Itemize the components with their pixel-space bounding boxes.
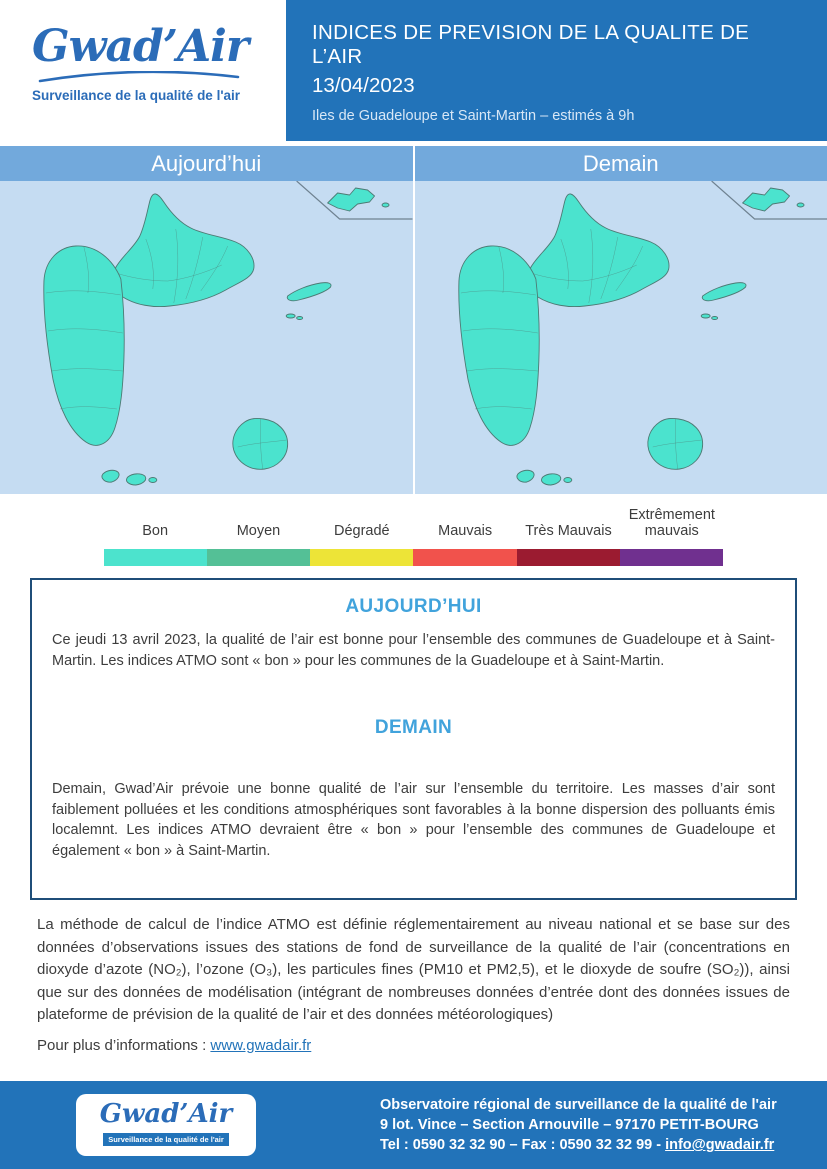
gwadair-logo-text: Gwad’Air — [32, 21, 249, 72]
more-info-line — [37, 1037, 790, 1054]
today-heading: AUJOURD’HUI — [345, 596, 482, 617]
footer-logo-text: Gwad’Air — [99, 1099, 233, 1130]
map-panel-tomorrow — [415, 181, 827, 494]
gwadair-website-link[interactable]: www.gwadair.fr — [210, 1036, 312, 1054]
map-label-today: Aujourd’hui — [0, 146, 415, 181]
guadeloupe-map — [415, 181, 827, 494]
footer-tel-line — [380, 1135, 777, 1155]
footer-contact-block — [380, 1095, 777, 1156]
page-footer — [0, 1081, 827, 1169]
more-info-label: Pour plus d’informations : — [37, 1036, 211, 1054]
legend-item-mauvais — [413, 504, 516, 566]
forecast-maps — [0, 181, 827, 494]
footer-logo-tagline: Surveillance de la qualité de l'air — [103, 1133, 229, 1146]
gwadair-logo — [0, 0, 286, 141]
bulletin-title: INDICES DE PREVISION DE LA QUALITE DE L’AIR — [312, 21, 750, 68]
logo-tagline: Surveillance de la qualité de l'air — [32, 88, 241, 103]
tomorrow-heading: DEMAIN — [374, 717, 453, 739]
forecast-bulletin-box — [30, 578, 797, 900]
map-label-tomorrow: Demain — [582, 150, 659, 176]
today-forecast-text: Ce jeudi 13 avril 2023, la qualité de l’air est bonne pour l’ensemble des communes de Guadeloupe et à Saint-Martin. Les indices ATMO sont « bon » pour les communes de la Guadeloupe et à Saint-Martin. — [52, 632, 775, 669]
legend-item-tres-mauvais — [517, 504, 620, 566]
footer-gwadair-logo — [76, 1094, 256, 1155]
page-header — [0, 0, 827, 141]
map-header-band — [0, 146, 827, 181]
legend-label: Mauvais — [438, 523, 493, 540]
legend-item-moyen — [207, 504, 310, 566]
atmo-method-text: La méthode de calcul de l’indice ATMO est définie réglementairement au niveau national et se base sur des données d’observations issues des stations de fond de surveillance de la qualité de l’air (concentrations en dioxyde d’azote (NO₂), l’ozone (O₃), les particules fines (PM10 et PM2,5), et le dioxyde de soufre (SO₂)), ainsi que sur des données de modélisation (intégrant de nombreuses données d’entrée dont des données issues de plateforme de prévision de la qualité de l’air et des données météorologiques) — [37, 916, 790, 1023]
legend-item-degrade — [310, 504, 413, 566]
legend-item-extremement-mauvais — [620, 504, 723, 566]
footer-tel-fax: Tel : 0590 32 32 90 – Fax : 0590 32 32 99 - — [380, 1137, 666, 1154]
header-banner — [286, 0, 827, 141]
footer-email-link[interactable]: info@gwadair.fr — [665, 1137, 775, 1154]
legend-swatch — [207, 549, 310, 566]
tomorrow-forecast-text: Demain, Gwad’Air prévoie une bonne qualité de l’air sur l’ensemble du territoire. Les masses d’air sont faiblement polluées et les conditions atmosphériques sont favorables à la bonne dispersion des polluants émis localemnt. Les indices ATMO devraient être « bon » pour l’ensemble des communes de Guadeloupe et également « bon » à Saint-Martin. — [52, 781, 775, 859]
legend-item-bon — [104, 504, 207, 566]
guadeloupe-map — [0, 181, 413, 494]
air-quality-legend — [104, 504, 724, 566]
footer-address: 9 lot. Vince – Section Arnouville – 97170 PETIT-BOURG — [380, 1116, 759, 1133]
legend-label: Extrêmement mauvais — [628, 506, 715, 540]
footer-org-name: Observatoire régional de surveillance de la qualité de l'air — [380, 1096, 777, 1113]
legend-swatch — [104, 549, 207, 566]
legend-swatch — [310, 549, 413, 566]
legend-swatch — [517, 549, 620, 566]
legend-label: Dégradé — [334, 523, 390, 540]
legend-swatch — [620, 549, 723, 566]
bulletin-date: 13/04/2023 — [312, 74, 415, 97]
legend-label: Très Mauvais — [525, 523, 612, 540]
legend-swatch — [413, 549, 516, 566]
legend-label: Bon — [142, 523, 169, 540]
bulletin-subtitle: Iles de Guadeloupe et Saint-Martin – estimés à 9h — [312, 108, 635, 124]
map-panel-today — [0, 181, 415, 494]
logo-swoosh-icon — [36, 71, 242, 83]
legend-label: Moyen — [236, 523, 281, 540]
